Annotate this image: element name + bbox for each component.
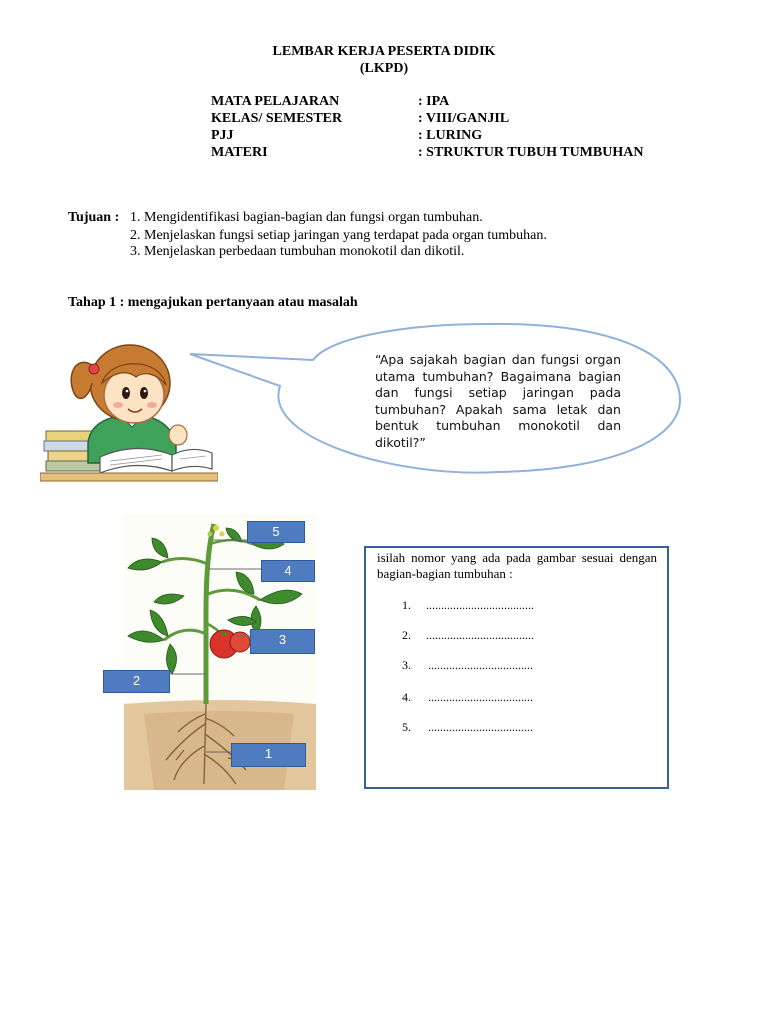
answer-item-number: 1.	[402, 598, 411, 612]
answer-blank[interactable]: ....................................	[426, 628, 534, 642]
label-box-5: 5	[247, 521, 305, 543]
meta-label-material: MATERI	[211, 145, 268, 160]
answer-instruction: isilah nomor yang ada pada gambar sesuai dengan bagian-bagian tumbuhan :	[377, 550, 657, 581]
meta-value-class: : VIII/GANJIL	[418, 111, 510, 126]
label-box-2: 2	[103, 670, 170, 693]
meta-value-material: : STRUKTUR TUBUH TUMBUHAN	[418, 145, 644, 160]
girl-reading-illustration	[40, 335, 218, 485]
label-box-3: 3	[250, 629, 315, 654]
answer-blank[interactable]: ...................................	[428, 658, 533, 672]
goals-label: Tujuan :	[68, 210, 120, 225]
answer-item-1[interactable]	[402, 598, 534, 613]
document-title: LEMBAR KERJA PESERTA DIDIK	[272, 44, 496, 59]
answer-item-number: 4.	[402, 690, 411, 704]
answer-blank[interactable]: ....................................	[426, 598, 534, 612]
meta-label-class: KELAS/ SEMESTER	[211, 111, 343, 126]
label-box-4: 4	[261, 560, 315, 582]
answer-blank[interactable]: ...................................	[428, 690, 533, 704]
meta-label-subject: MATA PELAJARAN	[211, 94, 340, 109]
answer-item-3[interactable]	[402, 658, 533, 673]
goal-item-2: 2. Menjelaskan fungsi setiap jaringan yang terdapat pada organ tumbuhan.	[130, 228, 547, 243]
document-subtitle: (LKPD)	[359, 61, 409, 76]
goal-item-1: 1. Mengidentifikasi bagian-bagian dan fungsi organ tumbuhan.	[130, 210, 483, 225]
label-box-1: 1	[231, 743, 306, 767]
meta-label-pjj: PJJ	[211, 128, 234, 143]
answer-item-number: 5.	[402, 720, 411, 734]
meta-value-subject: : IPA	[418, 94, 450, 109]
stage-title: Tahap 1 : mengajukan pertanyaan atau masalah	[68, 295, 358, 310]
answer-blank[interactable]: ...................................	[428, 720, 533, 734]
meta-value-pjj: : LURING	[418, 128, 483, 143]
answer-item-5[interactable]	[402, 720, 533, 735]
bubble-question-text: “Apa sajakah bagian dan fungsi organ utama tumbuhan? Bagaimana bagian dan fungsi setiap jaringan pada tumbuhan? Apakah sama letak dan bentuk tumbuhan monokotil dan dikotil?”	[375, 352, 621, 450]
answer-item-2[interactable]	[402, 628, 534, 643]
answer-item-number: 2.	[402, 628, 411, 642]
goal-item-3: 3. Menjelaskan perbedaan tumbuhan monokotil dan dikotil.	[130, 244, 465, 259]
answer-item-number: 3.	[402, 658, 411, 672]
answer-item-4[interactable]	[402, 690, 533, 705]
